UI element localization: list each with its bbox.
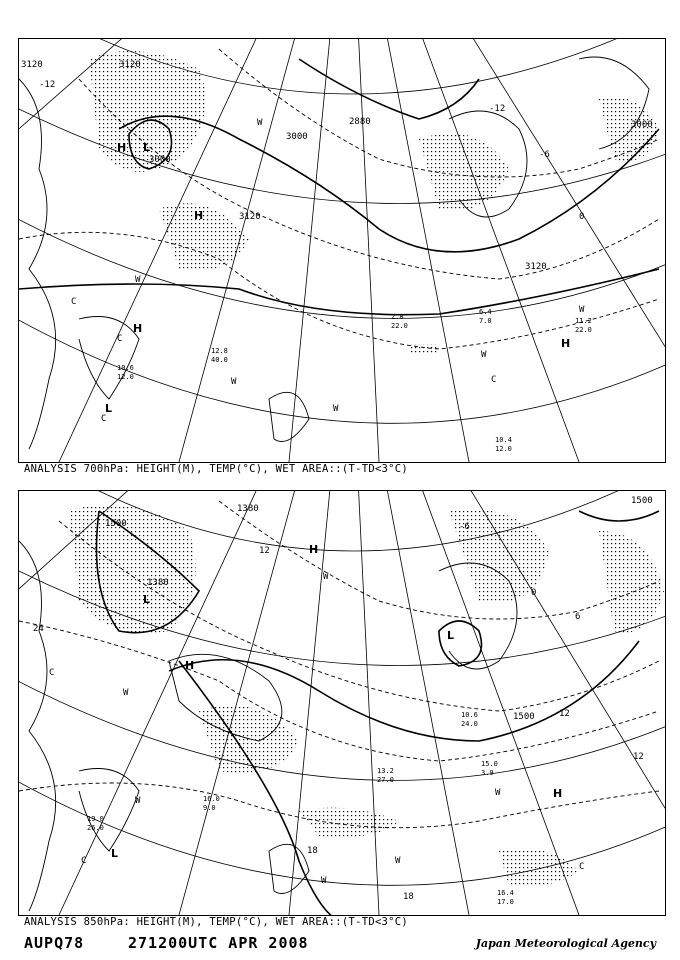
- cold-marker: C: [101, 414, 107, 424]
- warm-marker: W: [579, 305, 585, 315]
- station-temp: 2.8: [391, 313, 404, 321]
- temperature-label: 0: [531, 588, 537, 598]
- cold-marker: C: [117, 334, 123, 344]
- station-temp: 10.6: [117, 364, 134, 372]
- high-pressure-center: H: [194, 209, 204, 222]
- temperature-label: 12: [259, 546, 270, 556]
- high-pressure-center: H: [185, 659, 195, 672]
- height-label: 1500: [513, 712, 535, 722]
- station-values: [117, 308, 592, 453]
- station-dewpoint: 9.0: [203, 804, 216, 812]
- station-dewpoint: 22.0: [575, 326, 592, 334]
- temperature-label: -12: [39, 80, 56, 90]
- temperature-label: 18: [403, 892, 414, 902]
- station-dewpoint: 12.0: [117, 373, 134, 381]
- temperature-label: -12: [489, 104, 506, 114]
- map-panel-700hpa: [18, 38, 666, 463]
- wet-areas: [89, 51, 659, 354]
- station-temp: 10.4: [495, 436, 512, 444]
- warm-marker: W: [231, 377, 237, 387]
- warm-marker: W: [395, 856, 401, 866]
- product-code: AUPQ78: [24, 934, 85, 952]
- temperature-label: -6: [539, 150, 550, 160]
- low-pressure-center: L: [111, 847, 119, 860]
- height-label: 1380: [237, 504, 259, 514]
- station-dewpoint: 3.9: [481, 769, 494, 777]
- station-temp: 13.2: [377, 767, 394, 775]
- station-dewpoint: 17.0: [497, 898, 514, 906]
- height-label: 3120: [119, 60, 141, 70]
- high-pressure-center: H: [309, 543, 319, 556]
- temperature-label: 0: [579, 212, 585, 222]
- cold-marker: C: [491, 375, 497, 385]
- wet-areas: [69, 504, 664, 887]
- station-temp: 12.8: [211, 347, 228, 355]
- station-dewpoint: 7.0: [479, 317, 492, 325]
- station-values: [87, 711, 514, 906]
- warm-marker: W: [495, 788, 501, 798]
- low-pressure-center: L: [447, 629, 455, 642]
- height-label: 1500: [105, 519, 127, 529]
- warm-marker: W: [481, 350, 487, 360]
- high-pressure-center: H: [117, 141, 127, 154]
- station-temp: 10.6: [461, 711, 478, 719]
- station-dewpoint: 22.0: [391, 322, 408, 330]
- station-temp: 11.2: [575, 317, 592, 325]
- cold-marker: C: [71, 297, 77, 307]
- temperature-label: 24: [33, 624, 44, 634]
- warm-marker: W: [333, 404, 339, 414]
- cold-marker: C: [49, 668, 55, 678]
- warm-marker: W: [323, 572, 329, 582]
- station-temp: 19.0: [87, 815, 104, 823]
- low-pressure-center: L: [143, 593, 151, 606]
- cold-marker: C: [579, 862, 585, 872]
- height-label: 3120: [525, 262, 547, 272]
- warm-marker: W: [257, 118, 263, 128]
- warm-marker: W: [135, 275, 141, 285]
- temperature-label: 12: [633, 752, 644, 762]
- station-dewpoint: 40.0: [211, 356, 228, 364]
- height-label: 1500: [631, 496, 653, 506]
- station-temp: 15.0: [481, 760, 498, 768]
- station-dewpoint: 26.0: [87, 824, 104, 832]
- high-pressure-center: H: [561, 337, 571, 350]
- station-temp: 6.4: [479, 308, 492, 316]
- temperature-label: 6: [575, 612, 581, 622]
- agency-credit: Japan Meteorological Agency: [475, 937, 656, 950]
- cold-marker: C: [81, 856, 87, 866]
- map-850hpa: [19, 491, 665, 915]
- station-temp: 16.4: [497, 889, 514, 897]
- valid-time: 271200UTC APR 2008: [128, 934, 309, 952]
- height-label: 3000: [286, 132, 308, 142]
- warm-marker: W: [123, 688, 129, 698]
- panel-caption-700hpa: ANALYSIS 700hPa: HEIGHT(M), TEMP(°C), WET AREA::(T-TD<3°C): [24, 463, 409, 475]
- height-label: 1380: [147, 578, 169, 588]
- low-pressure-center: L: [105, 402, 113, 415]
- station-temp: 16.0: [203, 795, 220, 803]
- height-label: 2880: [349, 117, 371, 127]
- height-label: 3120: [21, 60, 43, 70]
- temperature-label: -6: [459, 522, 470, 532]
- high-pressure-center: H: [133, 322, 143, 335]
- temperature-label: 12: [559, 709, 570, 719]
- height-label: 3120: [239, 212, 261, 222]
- height-label: 3000: [631, 120, 653, 130]
- warm-marker: W: [135, 796, 141, 806]
- map-700hpa: [19, 39, 665, 462]
- station-dewpoint: 24.0: [461, 720, 478, 728]
- height-label: 3000: [149, 155, 171, 165]
- low-pressure-center: L: [143, 141, 151, 154]
- station-dewpoint: 27.0: [377, 776, 394, 784]
- high-pressure-center: H: [553, 787, 563, 800]
- station-dewpoint: 12.0: [495, 445, 512, 453]
- temperature-label: 18: [307, 846, 318, 856]
- map-panel-850hpa: [18, 490, 666, 916]
- warm-marker: W: [321, 876, 327, 886]
- panel-caption-850hpa: ANALYSIS 850hPa: HEIGHT(M), TEMP(°C), WET AREA::(T-TD<3°C): [24, 916, 409, 928]
